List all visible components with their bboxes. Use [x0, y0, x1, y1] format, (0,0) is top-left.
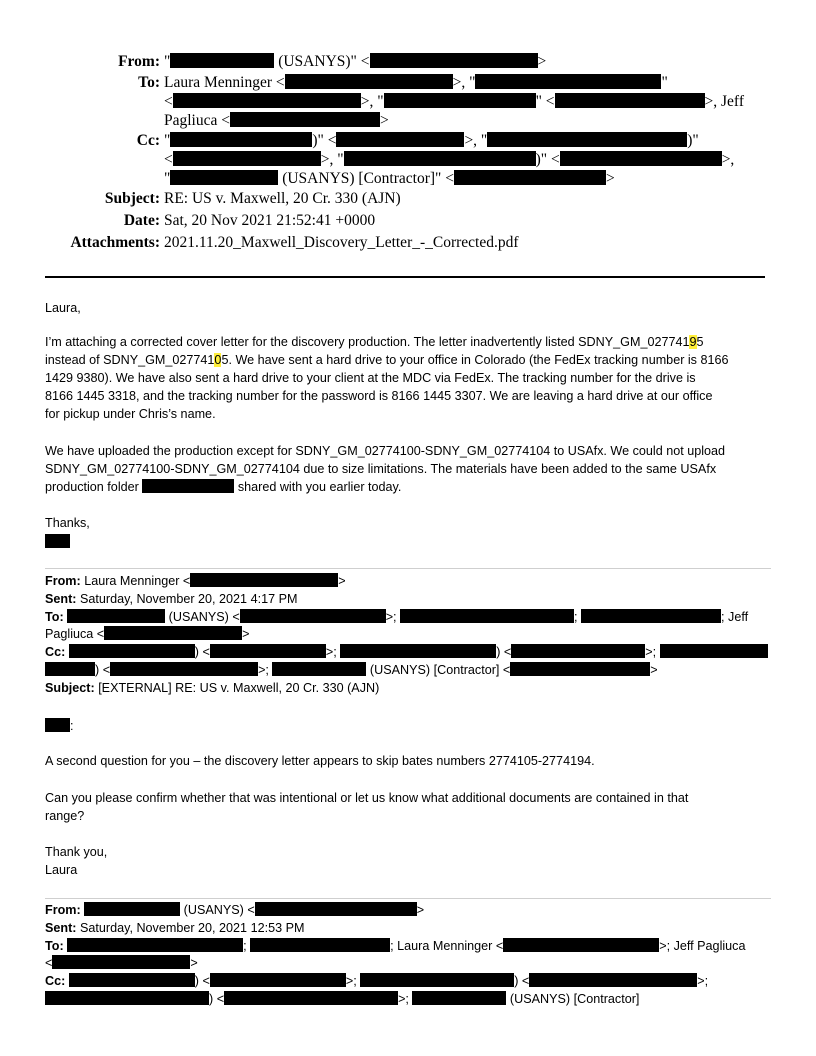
- redaction-block: [210, 644, 326, 658]
- redaction-block: [45, 662, 95, 676]
- redaction-block: [45, 991, 209, 1005]
- email-header: [0, 53, 816, 256]
- redaction-block: [370, 53, 538, 68]
- redaction-block: [230, 112, 380, 127]
- highlighted-digit: 9: [689, 335, 697, 349]
- redaction-block: [67, 938, 243, 952]
- header-subject-value: RE: US v. Maxwell, 20 Cr. 330 (AJN): [164, 190, 401, 207]
- greeting: Laura,: [45, 301, 81, 315]
- question-2: Can you please confirm whether that was intentional or let us know what additional documents are contained in that range?: [45, 791, 689, 823]
- header-date-value: Sat, 20 Nov 2021 21:52:41 +0000: [164, 212, 376, 229]
- redaction-block: [240, 609, 386, 623]
- redaction-block: [69, 644, 195, 658]
- redaction-block: [581, 609, 721, 623]
- header-from-label: From:: [118, 53, 160, 70]
- redaction-block: [511, 644, 645, 658]
- highlighted-digit: 0: [214, 353, 222, 367]
- redaction-block: [360, 973, 514, 987]
- redaction-block: [69, 973, 195, 987]
- header-date-row: [0, 212, 816, 234]
- redaction-block: [412, 991, 506, 1005]
- redaction-block: [487, 132, 687, 147]
- redaction-block: [344, 151, 536, 166]
- redaction-block: [142, 479, 234, 493]
- redaction-block: [400, 609, 574, 623]
- header-from-row: From: " (USANYS)" < >: [118, 53, 547, 70]
- redaction-block: [336, 132, 464, 147]
- header-attachments-label: Attachments:: [70, 234, 160, 251]
- redaction-block: [560, 151, 722, 166]
- redaction-block: [503, 938, 659, 952]
- header-cc-label: Cc:: [136, 132, 160, 149]
- redaction-block: [660, 644, 768, 658]
- message-divider: [45, 898, 771, 899]
- redaction-block: [340, 644, 496, 658]
- redaction-block: [210, 973, 346, 987]
- redaction-block: [45, 534, 70, 548]
- paragraph-2: We have uploaded the production except for SDNY_GM_02774100-SDNY_GM_02774104 to USAfx. We could not upload SDNY_GM_02774100-SDNY_GM_02774104 due to size limitations. The materials have been added to the same USAfx production folder shared with you earlier today.: [45, 444, 726, 494]
- message-2-header: From: Laura Menninger < > Sent: Saturday, November 20, 2021 4:17 PM To: (USANYS) < >; ; ; Jeff Pagliuca < > Cc: ) < >; ) < >; ) < >; (USANYS) [Contractor] < > Subject: [EXTERNAL] RE: US v. Maxwell, 20 Cr. 330 (AJN): [45, 573, 768, 698]
- redaction-block: [250, 938, 390, 952]
- redaction-block: [555, 93, 705, 108]
- redaction-block: [110, 662, 258, 676]
- redaction-block: [84, 902, 180, 916]
- redaction-block: [454, 170, 606, 185]
- header-date-label: Date:: [123, 212, 160, 229]
- sign-off: Thank you, Laura: [45, 845, 108, 877]
- question-1: A second question for you – the discovery letter appears to skip bates numbers 2774105-2774194.: [45, 754, 595, 768]
- paragraph-1: I’m attaching a corrected cover letter for the discovery production. The letter inadvertently listed SDNY_GM_02774195 instead of SDNY_GM_02774105. We have sent a hard drive to your office in Colorado (the FedEx tracking number is 8166 1429 9380). We have also sent a hard drive to your client at the MDC via FedEx. The tracking number for the drive is 8166 1445 3318, and the tracking number for the password is 8166 1445 3307. We are leaving a hard drive at our office for pickup under Chris’s name.: [45, 335, 729, 421]
- header-attachments-row: [0, 234, 816, 256]
- redaction-block: [475, 74, 661, 89]
- message-divider: [45, 568, 771, 569]
- redaction-block: [529, 973, 697, 987]
- redaction-block: [510, 662, 650, 676]
- redaction-block: [224, 991, 398, 1005]
- sign-off: Thanks,: [45, 516, 90, 530]
- redaction-block: [384, 93, 536, 108]
- redaction-block: [285, 74, 453, 89]
- attachment-link[interactable]: 2021.11.20_Maxwell_Discovery_Letter_-_Corrected.pdf: [164, 234, 519, 251]
- redaction-block: [272, 662, 366, 676]
- message-3-header: From: (USANYS) < > Sent: Saturday, November 20, 2021 12:53 PM To: ; ; Laura Menninger < >; Jeff Pagliuca < > Cc: ) < >; ) < >; ) < >; (USANYS) [Contractor]: [45, 903, 746, 1006]
- redaction-block: [173, 93, 361, 108]
- header-to-label: To:: [138, 74, 160, 91]
- redaction-block: [170, 132, 312, 147]
- header-divider: [45, 276, 765, 278]
- redaction-block: [52, 955, 190, 969]
- redaction-block: [173, 151, 321, 166]
- header-cc-row: Cc: " )" < >, " )" < >, " )" < >, " (USANYS) [Contractor]" < >: [136, 132, 735, 187]
- redaction-block: [255, 902, 417, 916]
- redaction-block: [190, 573, 338, 587]
- redaction-block: [170, 170, 278, 185]
- header-subject-row: [0, 190, 816, 212]
- header-subject-label: Subject:: [104, 190, 160, 207]
- redaction-block: [104, 626, 242, 640]
- redaction-block: [67, 609, 165, 623]
- redaction-block: [45, 718, 70, 732]
- redaction-block: [170, 53, 274, 68]
- header-to-row: To: Laura Menninger < >, " " < >, " " < >, Jeff Pagliuca < >: [138, 74, 744, 129]
